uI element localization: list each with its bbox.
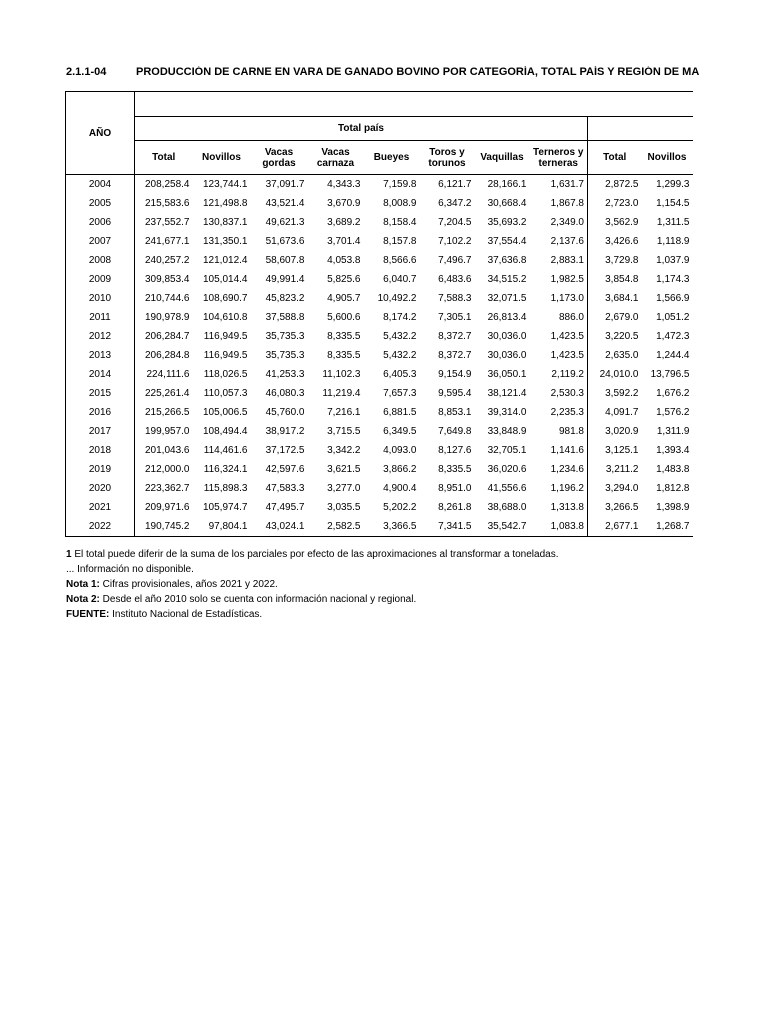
- value-cell: 3,125.1: [605, 445, 639, 456]
- value-cell: 35,542.7: [475, 517, 530, 537]
- value-cell: 41,556.6: [487, 483, 527, 494]
- nota-2-text: Desde el año 2010 solo se cuenta con información nacional y regional.: [99, 594, 417, 605]
- value-cell: 3,866.2: [383, 464, 417, 475]
- value-cell: 8,008.9: [383, 198, 417, 209]
- value-cell: 36,050.1: [487, 369, 527, 380]
- year-cell: 2011: [66, 308, 135, 327]
- value-cell: 2,119.2: [530, 365, 588, 384]
- table-row: [66, 517, 693, 537]
- value-cell: 32,071.5: [487, 293, 527, 304]
- value-cell: 7,305.1: [438, 312, 472, 323]
- year-header: [66, 92, 135, 175]
- year-cell: 2012: [66, 327, 135, 346]
- value-cell: 34,515.2: [487, 274, 527, 285]
- value-cell: 1,398.9: [656, 502, 690, 513]
- value-cell: 2,723.0: [605, 198, 639, 209]
- value-cell: 6,347.2: [438, 198, 472, 209]
- source-label: FUENTE:: [66, 609, 110, 620]
- value-cell: 47,495.7: [265, 502, 305, 513]
- value-cell: 210,744.6: [145, 293, 190, 304]
- value-cell: 4,093.0: [383, 445, 417, 456]
- value-cell: 3,592.2: [605, 388, 639, 399]
- value-cell: 121,498.8: [203, 198, 248, 209]
- value-cell: 3,020.9: [605, 426, 639, 437]
- value-cell: 1,196.2: [530, 479, 588, 498]
- value-cell: 108,494.4: [203, 426, 248, 437]
- column-header-row: [66, 141, 693, 175]
- value-cell: 24,010.0: [599, 369, 639, 380]
- value-cell: 115,898.3: [203, 483, 248, 494]
- value-cell: 11,219.4: [322, 388, 361, 399]
- value-cell: 3,211.2: [605, 464, 639, 475]
- value-cell: 37,588.8: [265, 312, 305, 323]
- value-cell: 38,121.4: [487, 388, 527, 399]
- value-cell: 208,258.4: [145, 179, 190, 190]
- value-cell: 35,735.3: [265, 350, 305, 361]
- data-table: [65, 91, 693, 537]
- value-cell: 114,461.6: [203, 445, 248, 456]
- value-cell: 8,174.2: [383, 312, 417, 323]
- value-cell: 1,037.9: [656, 255, 690, 266]
- value-cell: 7,649.8: [438, 426, 472, 437]
- value-cell: 7,657.3: [383, 388, 417, 399]
- value-cell: 1,174.3: [656, 274, 690, 285]
- value-cell: 309,853.4: [145, 274, 190, 285]
- value-cell: 2,883.1: [530, 251, 588, 270]
- value-cell: 3,266.5: [605, 502, 639, 513]
- value-cell: 130,837.1: [203, 217, 248, 228]
- value-cell: 224,111.6: [146, 369, 190, 380]
- year-cell: 2014: [66, 365, 135, 384]
- value-cell: 237,552.7: [145, 217, 190, 228]
- nota-2-label: Nota 2:: [66, 594, 100, 605]
- value-cell: 8,127.6: [438, 445, 472, 456]
- value-cell: 7,216.1: [327, 407, 361, 418]
- year-cell: 2007: [66, 232, 135, 251]
- value-cell: 4,905.7: [327, 293, 361, 304]
- value-cell: 49,621.3: [265, 217, 305, 228]
- value-cell: 116,949.5: [203, 350, 248, 361]
- nota-1-label: Nota 1:: [66, 579, 100, 590]
- column-header: Vacas carnaza: [308, 141, 364, 175]
- value-cell: 886.0: [530, 308, 588, 327]
- table-row: [66, 384, 693, 403]
- year-cell: 2017: [66, 422, 135, 441]
- column-header: Toros y torunos: [420, 141, 475, 175]
- year-header-label: AÑO: [88, 127, 112, 139]
- value-cell: 1,268.7: [642, 517, 693, 537]
- value-cell: 10,492.2: [377, 293, 417, 304]
- value-cell: 8,335.5: [327, 331, 361, 342]
- value-cell: 30,668.4: [487, 198, 527, 209]
- column-header: Total: [588, 141, 642, 175]
- value-cell: 2,235.3: [530, 403, 588, 422]
- value-cell: 6,040.7: [383, 274, 417, 285]
- value-cell: 116,324.1: [203, 464, 248, 475]
- value-cell: 1,423.5: [530, 327, 588, 346]
- value-cell: 8,261.8: [438, 502, 472, 513]
- column-header: Terneros y terneras: [530, 141, 588, 175]
- value-cell: 199,957.0: [145, 426, 190, 437]
- value-cell: 8,951.0: [438, 483, 472, 494]
- value-cell: 3,426.6: [605, 236, 639, 247]
- table-row: [66, 346, 693, 365]
- value-cell: 4,091.7: [605, 407, 639, 418]
- value-cell: 7,341.5: [420, 517, 475, 537]
- value-cell: 3,670.9: [327, 198, 361, 209]
- table-row: [66, 289, 693, 308]
- value-cell: 8,157.8: [383, 236, 417, 247]
- value-cell: 97,804.1: [193, 517, 251, 537]
- value-cell: 118,026.5: [203, 369, 248, 380]
- table-row: [66, 194, 693, 213]
- value-cell: 6,483.6: [438, 274, 472, 285]
- column-header: Novillos: [642, 141, 693, 175]
- value-cell: 5,202.2: [383, 502, 417, 513]
- table-code: 2.1.1-04: [66, 66, 107, 78]
- year-cell: 2009: [66, 270, 135, 289]
- value-cell: 241,677.1: [145, 236, 190, 247]
- value-cell: 39,314.0: [487, 407, 527, 418]
- value-cell: 225,261.4: [145, 388, 190, 399]
- year-cell: 2018: [66, 441, 135, 460]
- value-cell: 1,234.6: [530, 460, 588, 479]
- footnote-1-marker: 1: [66, 549, 72, 560]
- value-cell: 3,294.0: [605, 483, 639, 494]
- value-cell: 43,024.1: [251, 517, 308, 537]
- value-cell: 9,154.9: [438, 369, 472, 380]
- value-cell: 38,688.0: [487, 502, 527, 513]
- footnotes: [66, 547, 559, 622]
- value-cell: 33,848.9: [487, 426, 527, 437]
- value-cell: 8,158.4: [383, 217, 417, 228]
- value-cell: 105,014.4: [203, 274, 248, 285]
- year-cell: 2021: [66, 498, 135, 517]
- value-cell: 3,035.5: [327, 502, 361, 513]
- year-cell: 2010: [66, 289, 135, 308]
- value-cell: 110,057.3: [203, 388, 248, 399]
- value-cell: 1,576.2: [656, 407, 690, 418]
- value-cell: 30,036.0: [487, 331, 527, 342]
- value-cell: 2,679.0: [605, 312, 639, 323]
- value-cell: 11,102.3: [322, 369, 361, 380]
- table-row: [66, 365, 693, 384]
- year-cell: 2016: [66, 403, 135, 422]
- value-cell: 3,715.5: [327, 426, 361, 437]
- column-header: Vacas gordas: [251, 141, 308, 175]
- value-cell: 4,053.8: [327, 255, 361, 266]
- value-cell: 37,554.4: [487, 236, 527, 247]
- value-cell: 32,705.1: [487, 445, 527, 456]
- value-cell: 7,588.3: [438, 293, 472, 304]
- value-cell: 43,521.4: [265, 198, 305, 209]
- value-cell: 1,244.4: [656, 350, 690, 361]
- value-cell: 1,423.5: [530, 346, 588, 365]
- total-pais-group-header: Total país: [135, 117, 588, 141]
- value-cell: 215,583.6: [145, 198, 190, 209]
- value-cell: 5,432.2: [383, 331, 417, 342]
- value-cell: 41,253.3: [265, 369, 305, 380]
- table-row: [66, 460, 693, 479]
- footnote-1: [66, 547, 559, 562]
- value-cell: 1,173.0: [530, 289, 588, 308]
- value-cell: 45,823.2: [265, 293, 305, 304]
- value-cell: 209,971.6: [145, 502, 190, 513]
- year-cell: 2006: [66, 213, 135, 232]
- value-cell: 6,121.7: [438, 179, 472, 190]
- value-cell: 240,257.2: [145, 255, 190, 266]
- value-cell: 8,372.7: [438, 350, 472, 361]
- value-cell: 36,020.6: [487, 464, 527, 475]
- table-row: [66, 213, 693, 232]
- value-cell: 1,313.8: [530, 498, 588, 517]
- year-cell: 2004: [66, 175, 135, 195]
- value-cell: 981.8: [530, 422, 588, 441]
- value-cell: 2,582.5: [308, 517, 364, 537]
- value-cell: 5,600.6: [327, 312, 361, 323]
- value-cell: 201,043.6: [145, 445, 190, 456]
- value-cell: 35,693.2: [487, 217, 527, 228]
- value-cell: 1,051.2: [656, 312, 690, 323]
- value-cell: 6,349.5: [383, 426, 417, 437]
- value-cell: 2,635.0: [605, 350, 639, 361]
- value-cell: 4,900.4: [383, 483, 417, 494]
- value-cell: 3,277.0: [327, 483, 361, 494]
- value-cell: 58,607.8: [265, 255, 305, 266]
- value-cell: 8,853.1: [438, 407, 472, 418]
- value-cell: 215,266.5: [145, 407, 190, 418]
- value-cell: 51,673.6: [265, 236, 305, 247]
- value-cell: 37,091.7: [265, 179, 305, 190]
- value-cell: 1,118.9: [656, 236, 690, 247]
- value-cell: 190,745.2: [135, 517, 193, 537]
- value-cell: 131,350.1: [203, 236, 248, 247]
- table-row: [66, 232, 693, 251]
- value-cell: 1,311.5: [656, 217, 690, 228]
- table-row: [66, 251, 693, 270]
- value-cell: 223,362.7: [145, 483, 190, 494]
- data-table-container: [65, 91, 768, 546]
- footnote-source: [66, 607, 559, 622]
- year-cell: 2013: [66, 346, 135, 365]
- value-cell: 7,496.7: [438, 255, 472, 266]
- value-cell: 3,701.4: [327, 236, 361, 247]
- column-header: Vaquillas: [475, 141, 530, 175]
- value-cell: 1,812.8: [656, 483, 690, 494]
- value-cell: 1,154.5: [656, 198, 690, 209]
- value-cell: 6,881.5: [383, 407, 417, 418]
- value-cell: 1,867.8: [530, 194, 588, 213]
- year-cell: 2022: [66, 517, 135, 537]
- footnote-na: ... Información no disponible.: [66, 564, 194, 575]
- value-cell: 104,610.8: [203, 312, 248, 323]
- value-cell: 7,102.2: [438, 236, 472, 247]
- value-cell: 123,744.1: [203, 179, 248, 190]
- nota-1-text: Cifras provisionales, años 2021 y 2022.: [99, 579, 278, 590]
- value-cell: 2,677.1: [588, 517, 642, 537]
- value-cell: 3,220.5: [605, 331, 639, 342]
- value-cell: 26,813.4: [487, 312, 527, 323]
- value-cell: 8,335.5: [438, 464, 472, 475]
- value-cell: 3,621.5: [327, 464, 361, 475]
- table-heading: [66, 66, 768, 82]
- value-cell: 3,854.8: [605, 274, 639, 285]
- footnote-nota-2: [66, 592, 559, 607]
- value-cell: 3,562.9: [605, 217, 639, 228]
- year-cell: 2008: [66, 251, 135, 270]
- value-cell: 1,483.8: [656, 464, 690, 475]
- table-row: [66, 308, 693, 327]
- value-cell: 2,872.5: [605, 179, 639, 190]
- value-cell: 1,141.6: [530, 441, 588, 460]
- table-row: [66, 479, 693, 498]
- table-body: [66, 175, 693, 537]
- value-cell: 7,159.8: [383, 179, 417, 190]
- value-cell: 3,729.8: [605, 255, 639, 266]
- table-row: [66, 498, 693, 517]
- value-cell: 47,583.3: [265, 483, 305, 494]
- column-header: Bueyes: [364, 141, 420, 175]
- value-cell: 105,974.7: [203, 502, 248, 513]
- value-cell: 2,137.6: [530, 232, 588, 251]
- value-cell: 35,735.3: [265, 331, 305, 342]
- value-cell: 38,917.2: [265, 426, 305, 437]
- table-row: [66, 441, 693, 460]
- value-cell: 8,335.5: [327, 350, 361, 361]
- value-cell: 4,343.3: [327, 179, 361, 190]
- year-cell: 2005: [66, 194, 135, 213]
- table-row: [66, 403, 693, 422]
- year-cell: 2019: [66, 460, 135, 479]
- region-group-header: [588, 117, 693, 141]
- footnote-nota-1: [66, 577, 559, 592]
- value-cell: 8,372.7: [438, 331, 472, 342]
- year-cell: 2015: [66, 384, 135, 403]
- value-cell: 1,299.3: [656, 179, 690, 190]
- value-cell: 2,530.3: [530, 384, 588, 403]
- value-cell: 105,006.5: [203, 407, 248, 418]
- value-cell: 2,349.0: [530, 213, 588, 232]
- table-row: [66, 270, 693, 289]
- value-cell: 206,284.7: [145, 331, 190, 342]
- value-cell: 8,566.6: [383, 255, 417, 266]
- value-cell: 1,311.9: [656, 426, 690, 437]
- value-cell: 108,690.7: [203, 293, 248, 304]
- header-top-band: [135, 92, 693, 117]
- value-cell: 7,204.5: [438, 217, 472, 228]
- value-cell: 9,595.4: [438, 388, 472, 399]
- value-cell: 49,991.4: [265, 274, 305, 285]
- value-cell: 1,631.7: [530, 175, 588, 195]
- table-row: [66, 175, 693, 195]
- table-row: [66, 422, 693, 441]
- column-header: Total: [135, 141, 193, 175]
- value-cell: 116,949.5: [203, 331, 248, 342]
- value-cell: 1,083.8: [530, 517, 588, 537]
- value-cell: 3,684.1: [605, 293, 639, 304]
- value-cell: 13,796.5: [650, 369, 690, 380]
- value-cell: 190,978.9: [145, 312, 190, 323]
- value-cell: 1,676.2: [656, 388, 690, 399]
- value-cell: 6,405.3: [383, 369, 417, 380]
- value-cell: 121,012.4: [203, 255, 248, 266]
- source-text: Instituto Nacional de Estadísticas.: [109, 609, 263, 620]
- value-cell: 3,366.5: [364, 517, 420, 537]
- value-cell: 1,472.3: [656, 331, 690, 342]
- value-cell: 3,689.2: [327, 217, 361, 228]
- value-cell: 37,636.8: [487, 255, 527, 266]
- value-cell: 30,036.0: [487, 350, 527, 361]
- value-cell: 3,342.2: [327, 445, 361, 456]
- column-header: Novillos: [193, 141, 251, 175]
- value-cell: 212,000.0: [145, 464, 190, 475]
- value-cell: 1,982.5: [530, 270, 588, 289]
- table-title: PRODUCCIÓN DE CARNE EN VARA DE GANADO BOVINO POR CATEGORÍA, TOTAL PAÍS Y REGIÓN DE MA: [136, 66, 700, 78]
- value-cell: 28,166.1: [487, 179, 527, 190]
- value-cell: 37,172.5: [265, 445, 305, 456]
- table-row: [66, 327, 693, 346]
- footnote-1-text: El total puede diferir de la suma de los parciales por efecto de las aproximaciones al transformar a toneladas.: [71, 549, 559, 560]
- value-cell: 5,432.2: [383, 350, 417, 361]
- value-cell: 42,597.6: [265, 464, 305, 475]
- value-cell: 1,566.9: [656, 293, 690, 304]
- value-cell: 206,284.8: [145, 350, 190, 361]
- value-cell: 5,825.6: [327, 274, 361, 285]
- value-cell: 45,760.0: [265, 407, 305, 418]
- value-cell: 1,393.4: [656, 445, 690, 456]
- value-cell: 46,080.3: [265, 388, 305, 399]
- year-cell: 2020: [66, 479, 135, 498]
